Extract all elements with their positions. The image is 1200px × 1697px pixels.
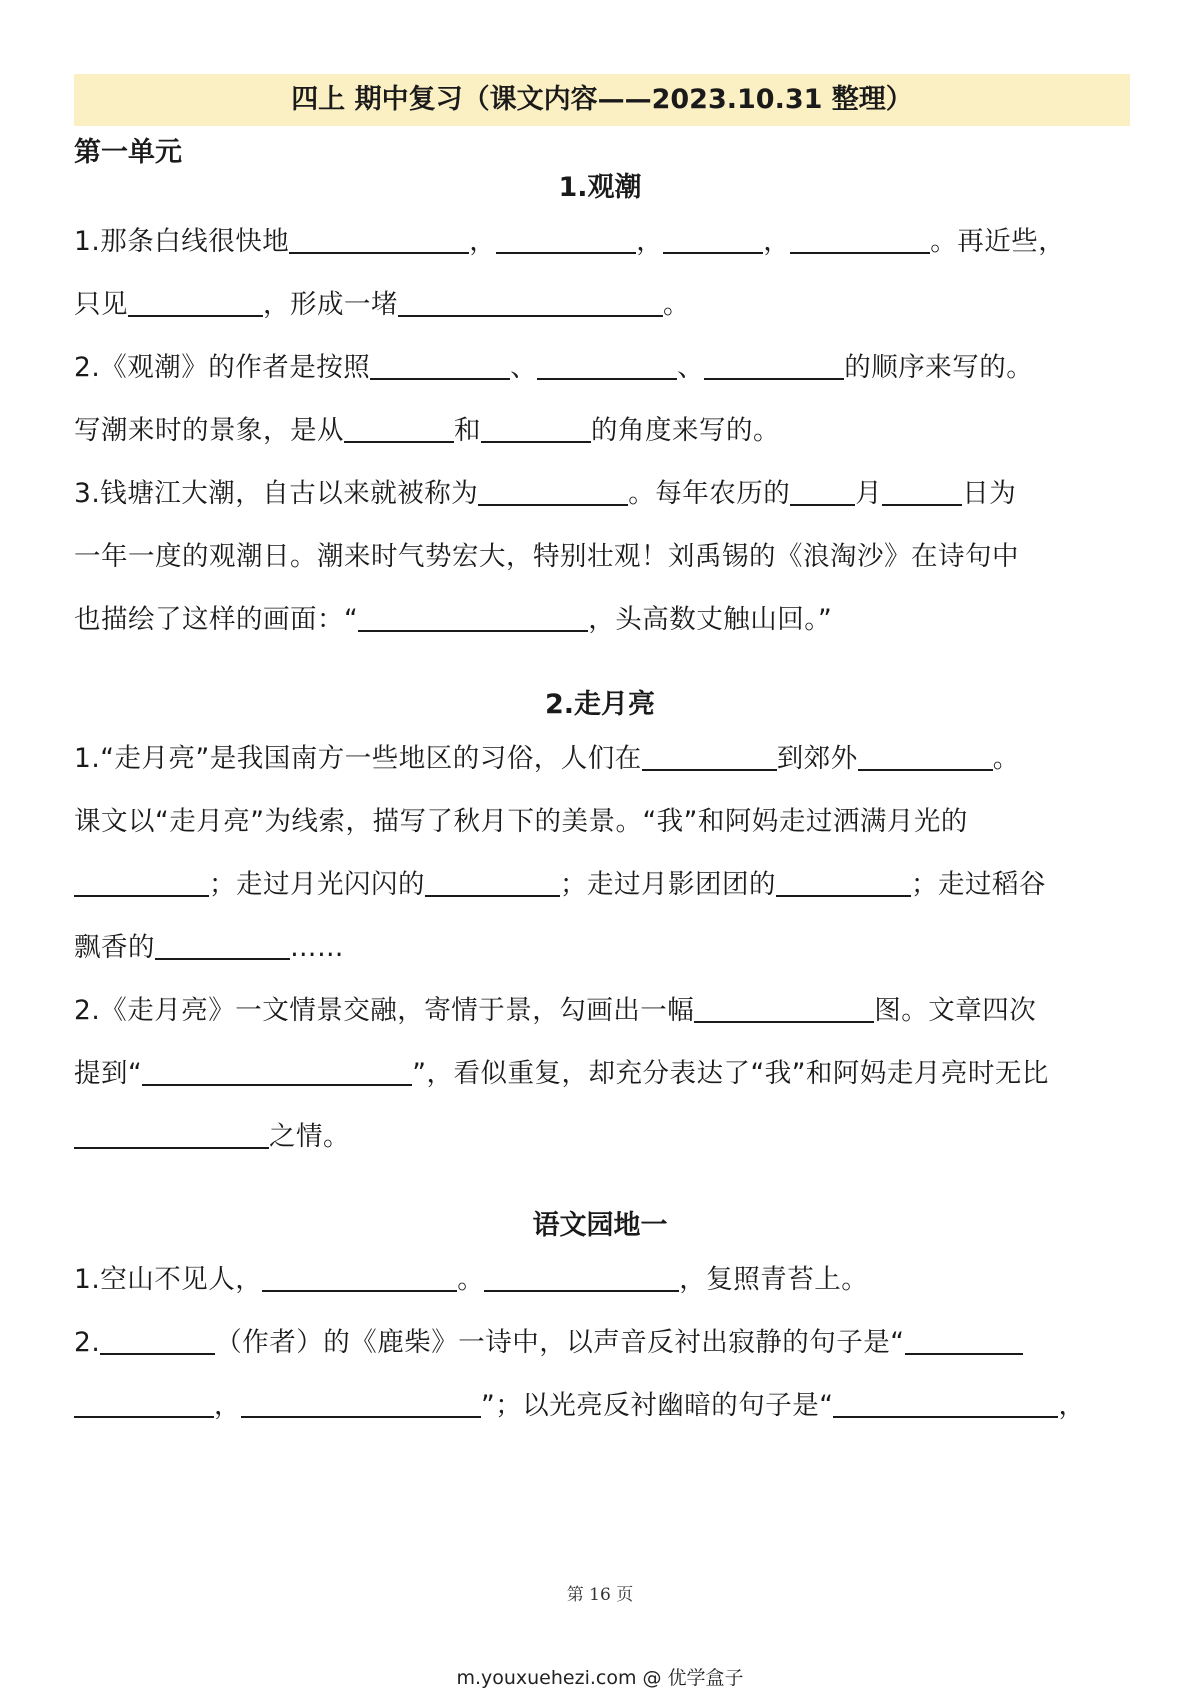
page-title-banner: 四上 期中复习（课文内容——2023.10.31 整理） bbox=[74, 74, 1130, 126]
section-heading-guanchao: 1.观潮 bbox=[558, 172, 642, 203]
text-line: 2. （作者）的《鹿柴》一诗中，以声音反衬出寂静的句子是“ bbox=[74, 1311, 1134, 1374]
blank-line[interactable] bbox=[776, 865, 911, 897]
text-line: 也描绘了这样的画面：“ ，头高数丈触山回。” bbox=[74, 588, 1134, 651]
blank-line[interactable] bbox=[537, 348, 677, 380]
blank-line[interactable] bbox=[694, 991, 874, 1023]
blank-line[interactable] bbox=[858, 739, 993, 771]
text-line: 只见 ，形成一堵 。 bbox=[74, 273, 1134, 336]
text-line: ；走过月光闪闪的 ；走过月影团团的 ；走过稻谷 bbox=[74, 853, 1134, 916]
blank-line[interactable] bbox=[358, 600, 588, 632]
blank-line[interactable] bbox=[790, 474, 855, 506]
question-block bbox=[74, 210, 1134, 651]
blank-line[interactable] bbox=[481, 411, 591, 443]
text-line: 课文以“走月亮”为线索，描写了秋月下的美景。“我”和阿妈走过洒满月光的 bbox=[74, 806, 968, 837]
blank-line[interactable] bbox=[905, 1323, 1023, 1355]
blank-line[interactable] bbox=[790, 222, 930, 254]
blank-line[interactable] bbox=[74, 865, 209, 897]
section-heading-zouyueliang: 2.走月亮 bbox=[544, 689, 656, 720]
text-line: 1.“走月亮”是我国南方一些地区的习俗，人们在 到郊外 。 bbox=[74, 727, 1134, 790]
text-line: 一年一度的观潮日。潮来时气势宏大，特别壮观！刘禹锡的《浪淘沙》在诗句中 bbox=[74, 541, 1019, 572]
text-line: 1.那条白线很快地 ， ， ， 。再近些， bbox=[74, 210, 1134, 273]
blank-line[interactable] bbox=[478, 474, 628, 506]
question-block bbox=[74, 1248, 1134, 1437]
blank-line[interactable] bbox=[128, 285, 263, 317]
unit-heading: 第一单元 bbox=[74, 137, 182, 168]
blank-line[interactable] bbox=[642, 739, 777, 771]
blank-line[interactable] bbox=[833, 1386, 1058, 1418]
blank-line[interactable] bbox=[496, 222, 636, 254]
text-line: 之情。 bbox=[74, 1105, 1134, 1168]
text-line: 3.钱塘江大潮，自古以来就被称为 。每年农历的 月 日为 bbox=[74, 462, 1134, 525]
blank-line[interactable] bbox=[289, 222, 469, 254]
text-line: 写潮来时的景象，是从 和 的角度来写的。 bbox=[74, 399, 1134, 462]
blank-line[interactable] bbox=[484, 1260, 679, 1292]
blank-line[interactable] bbox=[425, 865, 560, 897]
page-number: 第 16 页 bbox=[566, 1585, 634, 1605]
blank-line[interactable] bbox=[155, 928, 290, 960]
text-line: 飘香的 …… bbox=[74, 916, 1134, 979]
text-line: ， ”；以光亮反衬幽暗的句子是“ ， bbox=[74, 1374, 1134, 1437]
text-line: 1.空山不见人， 。 ，复照青苔上。 bbox=[74, 1248, 1134, 1311]
blank-line[interactable] bbox=[100, 1323, 215, 1355]
text-line: 提到“ ”，看似重复，却充分表达了“我”和阿妈走月亮时无比 bbox=[74, 1042, 1134, 1105]
blank-line[interactable] bbox=[663, 222, 763, 254]
blank-line[interactable] bbox=[344, 411, 454, 443]
section-heading-yuwenyuandi: 语文园地一 bbox=[532, 1210, 668, 1241]
blank-line[interactable] bbox=[370, 348, 510, 380]
blank-line[interactable] bbox=[74, 1117, 269, 1149]
site-watermark: m.youxuehezi.com @ 优学盒子 bbox=[456, 1667, 744, 1689]
question-block bbox=[74, 727, 1134, 1168]
text-line: 2.《观潮》的作者是按照 、 、 的顺序来写的。 bbox=[74, 336, 1134, 399]
text-line: 2.《走月亮》一文情景交融，寄情于景，勾画出一幅 图。文章四次 bbox=[74, 979, 1134, 1042]
blank-line[interactable] bbox=[142, 1054, 412, 1086]
blank-line[interactable] bbox=[241, 1386, 481, 1418]
blank-line[interactable] bbox=[882, 474, 962, 506]
blank-line[interactable] bbox=[704, 348, 844, 380]
blank-line[interactable] bbox=[398, 285, 663, 317]
blank-line[interactable] bbox=[262, 1260, 457, 1292]
blank-line[interactable] bbox=[74, 1386, 214, 1418]
